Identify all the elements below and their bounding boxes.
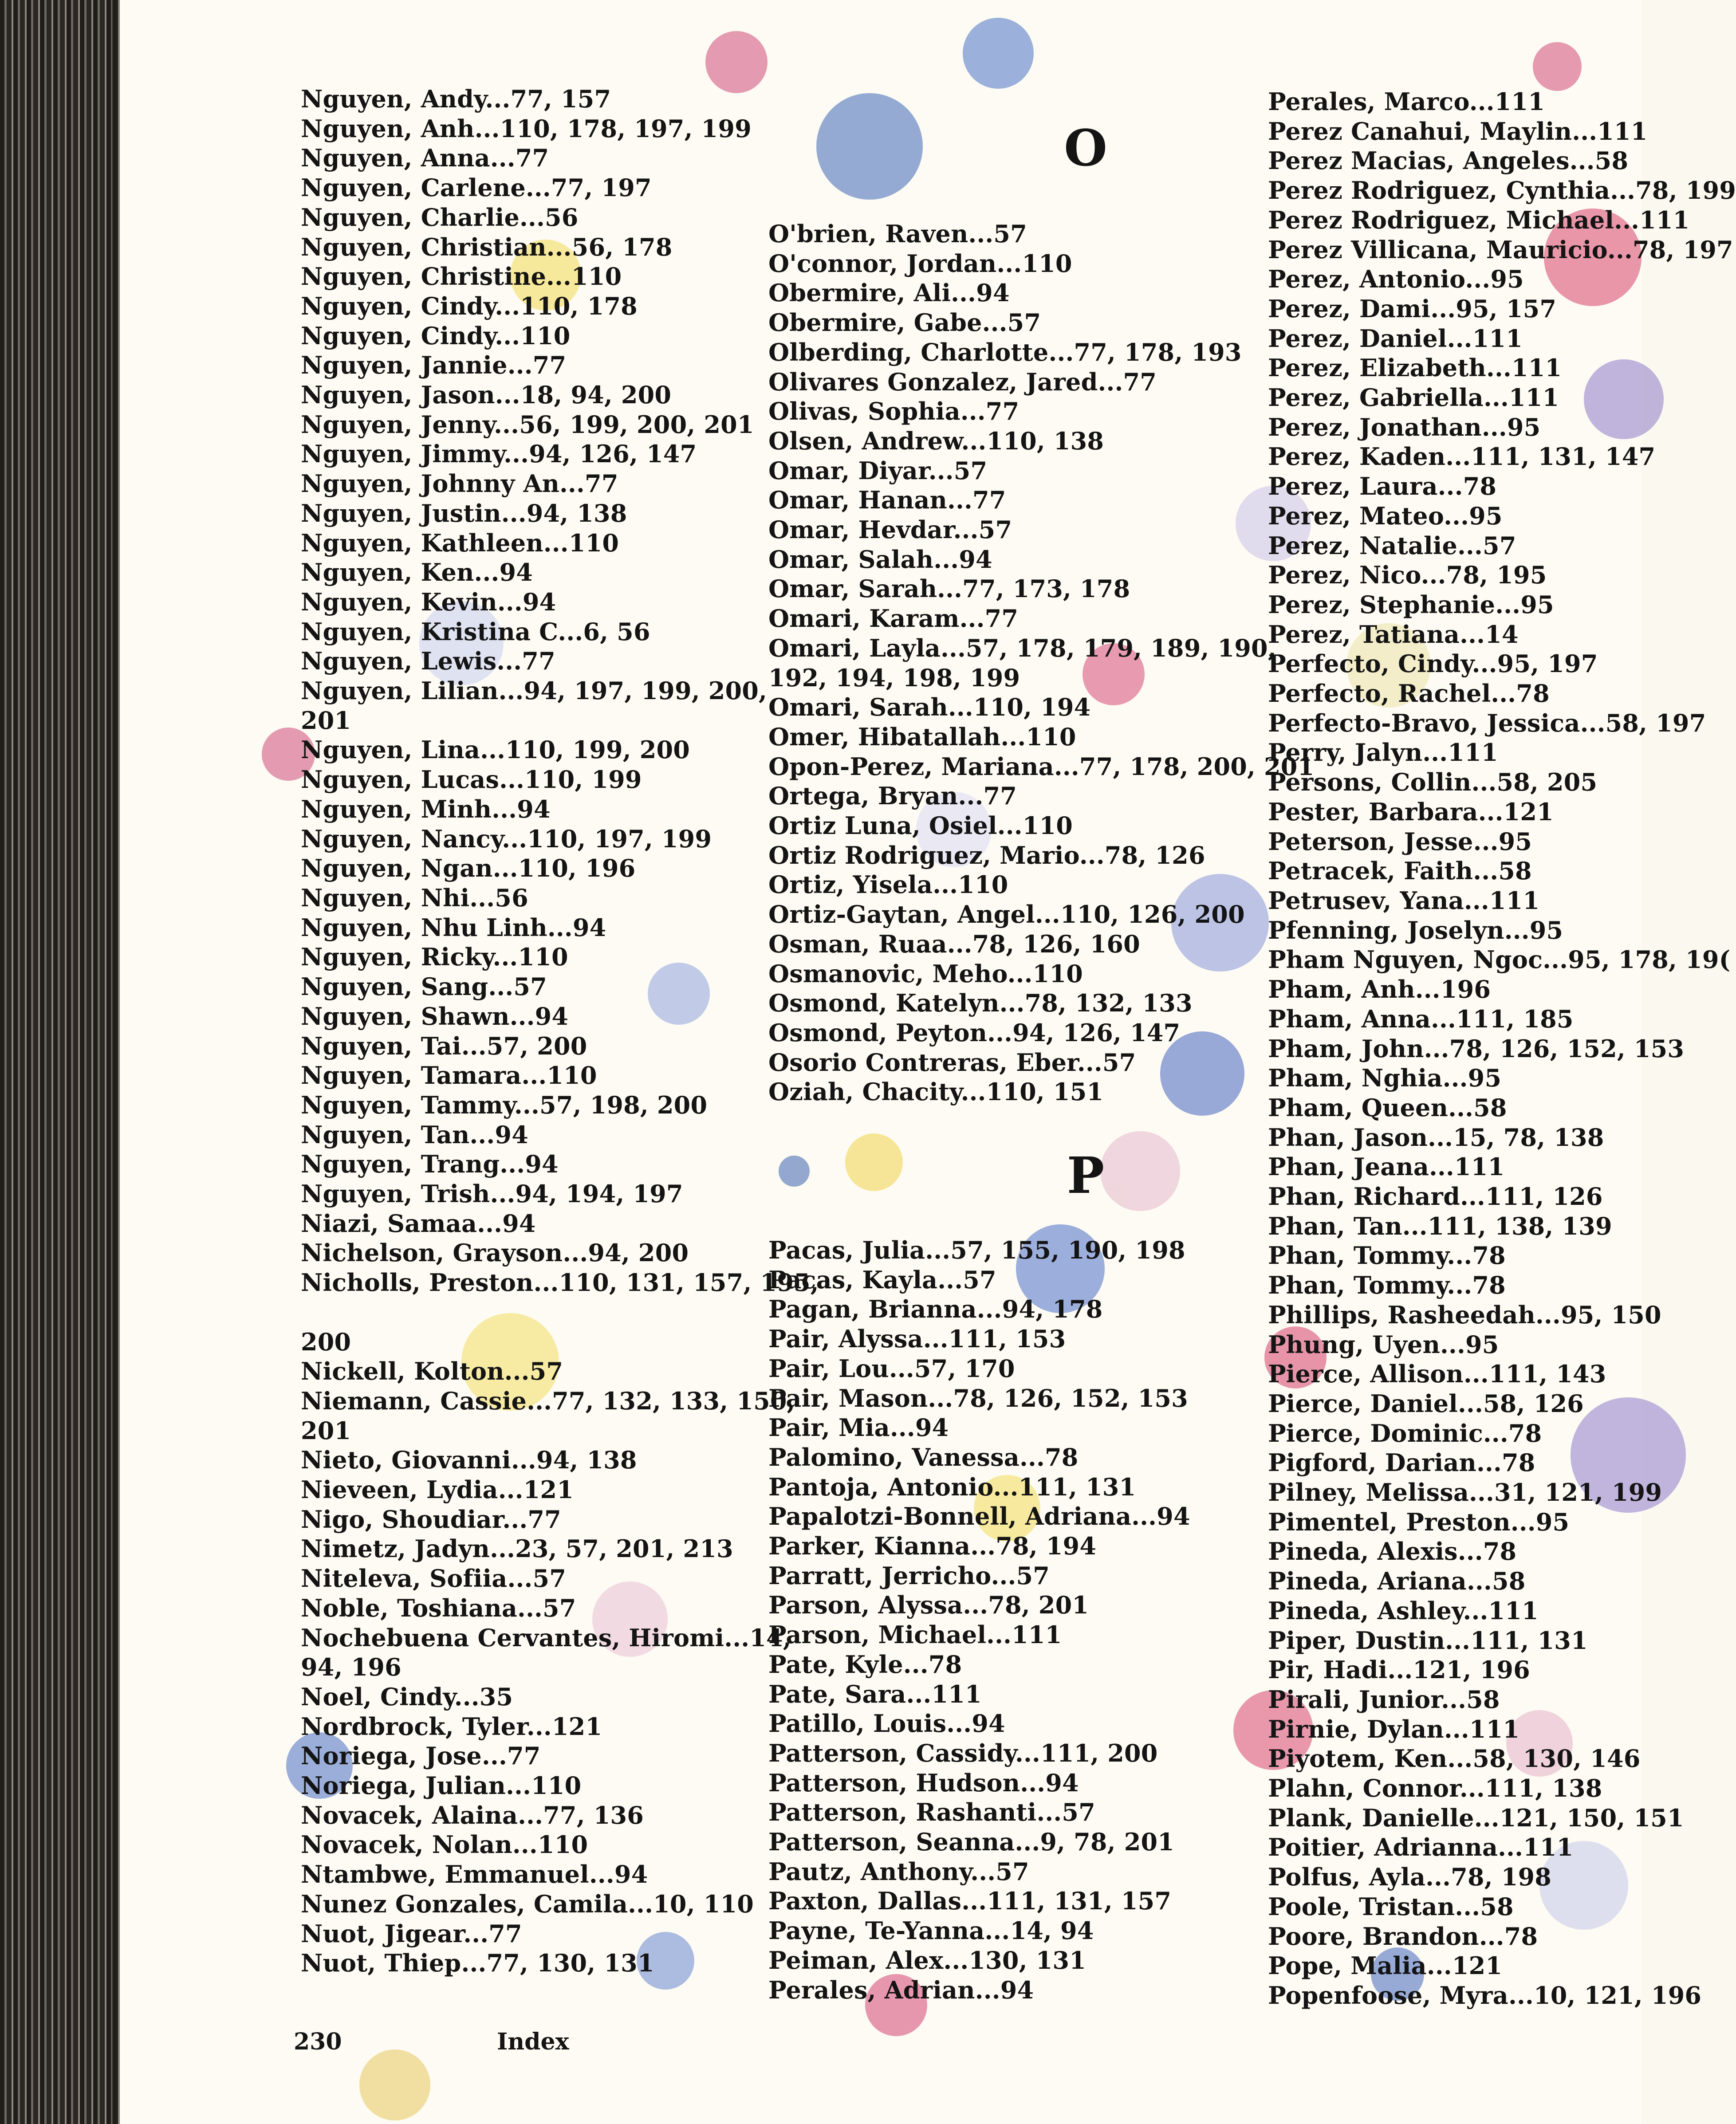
index-entry: Pham, Queen...58 xyxy=(1268,1093,1507,1122)
section-letter-p: P xyxy=(1067,1147,1105,1205)
index-entry: Phan, Richard...111, 126 xyxy=(1268,1182,1603,1211)
index-entry: Niemann, Cassie...77, 132, 133, 150, xyxy=(301,1386,795,1415)
index-entry: Pantoja, Antonio...111, 131 xyxy=(768,1472,1136,1501)
index-entry: Niazi, Samaa...94 xyxy=(301,1209,536,1238)
index-entry: Pate, Sara...111 xyxy=(768,1680,982,1708)
index-entry: Nguyen, Trish...94, 194, 197 xyxy=(301,1180,683,1208)
index-entry: Parratt, Jerricho...57 xyxy=(768,1561,1050,1590)
index-entry: Nguyen, Tan...94 xyxy=(301,1120,528,1149)
index-entry: Patterson, Seanna...9, 78, 201 xyxy=(768,1828,1175,1857)
index-entry: Piper, Dustin...111, 131 xyxy=(1268,1626,1588,1655)
index-entry: Pair, Mia...94 xyxy=(768,1413,949,1442)
index-entry: Nguyen, Cindy...110, 178 xyxy=(301,291,638,320)
index-entry: Nguyen, Shawn...94 xyxy=(301,1002,569,1031)
index-entry: Nguyen, Tai...57, 200 xyxy=(301,1031,587,1060)
index-entry: Noriega, Jose...77 xyxy=(301,1742,541,1770)
index-entry: Nguyen, Jimmy...94, 126, 147 xyxy=(301,440,697,468)
index-entry: Pilney, Melissa...31, 121, 199 xyxy=(1268,1478,1662,1507)
index-entry: Plahn, Connor...111, 138 xyxy=(1268,1774,1602,1803)
index-entry: Olivares Gonzalez, Jared...77 xyxy=(768,367,1157,396)
index-entry: Parson, Michael...111 xyxy=(768,1621,1062,1649)
index-entry: Paxton, Dallas...111, 131, 157 xyxy=(768,1887,1172,1916)
index-entry: Osorio Contreras, Eber...57 xyxy=(768,1048,1136,1077)
index-entry: Nguyen, Cindy...110 xyxy=(301,321,571,350)
index-entry: Osmond, Katelyn...78, 132, 133 xyxy=(768,989,1193,1018)
index-entry: Omari, Layla...57, 178, 179, 189, 190, xyxy=(768,633,1276,662)
index-entry: Pham, Anh...196 xyxy=(1268,975,1491,1004)
index-entry: Pope, Malia...121 xyxy=(1268,1951,1503,1980)
index-list-p xyxy=(768,1235,1261,2005)
index-entry: Perez, Dami...95, 157 xyxy=(1268,294,1557,323)
index-entry: Perez, Kaden...111, 131, 147 xyxy=(1268,442,1656,471)
index-entry: Pierce, Allison...111, 143 xyxy=(1268,1360,1606,1388)
index-entry: Osmanovic, Meho...110 xyxy=(768,959,1083,988)
index-entry: Pir, Hadi...121, 196 xyxy=(1268,1656,1530,1684)
index-entry: Perez, Antonio...95 xyxy=(1268,265,1524,294)
index-entry: Nicholls, Preston...110, 131, 157, 195, xyxy=(301,1268,819,1297)
index-entry: Obermire, Ali...94 xyxy=(768,279,1010,307)
index-entry: Pagan, Brianna...94, 178 xyxy=(768,1295,1103,1324)
index-column-3 xyxy=(1268,87,1736,2010)
index-entry: Persons, Collin...58, 205 xyxy=(1268,768,1598,797)
index-entry: Perez Canahui, Maylin...111 xyxy=(1268,117,1648,146)
index-entry: Nguyen, Tamara...110 xyxy=(301,1061,597,1090)
index-entry: Phan, Jeana...111 xyxy=(1268,1152,1505,1181)
index-entry: Perez, Gabriella...111 xyxy=(1268,383,1559,412)
index-entry-continuation: 94, 196 xyxy=(301,1653,402,1682)
index-entry: Ortega, Bryan...77 xyxy=(768,782,1017,810)
index-entry: Perez, Natalie...57 xyxy=(1268,531,1516,560)
index-column-1 xyxy=(301,84,819,1978)
index-entry: Perfecto, Cindy...95, 197 xyxy=(1268,649,1598,678)
index-entry: Nguyen, Lewis...77 xyxy=(301,647,555,676)
index-entry: Ntambwe, Emmanuel...94 xyxy=(301,1860,648,1889)
index-entry: Omar, Salah...94 xyxy=(768,545,992,574)
index-entry: Plank, Danielle...121, 150, 151 xyxy=(1268,1803,1684,1832)
index-entry: Perales, Adrian...94 xyxy=(768,1975,1034,2004)
index-entry: Nguyen, Sang...57 xyxy=(301,972,547,1001)
index-entry: Nimetz, Jadyn...23, 57, 201, 213 xyxy=(301,1534,733,1563)
index-entry: Pirali, Junior...58 xyxy=(1268,1685,1500,1714)
index-entry: Obermire, Gabe...57 xyxy=(768,308,1041,337)
index-entry: Pimentel, Preston...95 xyxy=(1268,1507,1570,1536)
index-entry: Pigford, Darian...78 xyxy=(1268,1448,1535,1477)
index-entry: Perez, Tatiana...14 xyxy=(1268,620,1519,649)
index-entry: Omar, Sarah...77, 173, 178 xyxy=(768,574,1130,603)
index-entry: Nguyen, Christian...56, 178 xyxy=(301,232,673,261)
index-entry: Olberding, Charlotte...77, 178, 193 xyxy=(768,338,1242,366)
index-entry: Pate, Kyle...78 xyxy=(768,1650,962,1679)
index-entry: Pham, John...78, 126, 152, 153 xyxy=(1268,1034,1685,1063)
index-entry: Nguyen, Kristina C...6, 56 xyxy=(301,617,650,646)
index-entry: Pirnie, Dylan...111 xyxy=(1268,1715,1520,1743)
index-entry: Nguyen, Lucas...110, 199 xyxy=(301,765,642,794)
index-entry: Omer, Hibatallah...110 xyxy=(768,722,1076,751)
index-entry: Patterson, Rashanti...57 xyxy=(768,1798,1095,1827)
index-entry: Perez Macias, Angeles...58 xyxy=(1268,146,1629,175)
index-entry: Nuot, Thiep...77, 130, 131 xyxy=(301,1949,654,1978)
index-entry: Nguyen, Minh...94 xyxy=(301,795,551,823)
index-entry: Nguyen, Nhu Linh...94 xyxy=(301,913,606,942)
index-entry: Noble, Toshiana...57 xyxy=(301,1593,576,1622)
index-entry: Perfecto-Bravo, Jessica...58, 197 xyxy=(1268,708,1706,737)
index-entry: Phung, Uyen...95 xyxy=(1268,1330,1499,1359)
index-entry: Nigo, Shoudiar...77 xyxy=(301,1505,561,1534)
index-entry: Nguyen, Charlie...56 xyxy=(301,203,579,232)
index-entry: Nguyen, Kathleen...110 xyxy=(301,528,619,557)
index-entry: Nguyen, Lina...110, 199, 200 xyxy=(301,736,690,764)
index-entry: Nunez Gonzales, Camila...10, 110 xyxy=(301,1889,754,1918)
index-entry: Patterson, Hudson...94 xyxy=(768,1768,1079,1797)
index-entry: Nochebuena Cervantes, Hiromi...14, xyxy=(301,1623,791,1652)
index-entry: Pair, Mason...78, 126, 152, 153 xyxy=(768,1384,1188,1412)
index-entry: Nguyen, Tammy...57, 198, 200 xyxy=(301,1090,708,1119)
index-entry: Parker, Kianna...78, 194 xyxy=(768,1532,1097,1561)
index-entry: Omar, Hanan...77 xyxy=(768,486,1006,515)
index-entry: Noriega, Julian...110 xyxy=(301,1771,582,1800)
index-entry: Popenfoose, Myra...10, 121, 196 xyxy=(1268,1981,1702,2010)
index-entry: Phan, Tan...111, 138, 139 xyxy=(1268,1211,1612,1240)
index-entry: Perez, Mateo...95 xyxy=(1268,501,1503,530)
index-entry: Oziah, Chacity...110, 151 xyxy=(768,1078,1104,1106)
index-entry: Osmond, Peyton...94, 126, 147 xyxy=(768,1018,1181,1047)
index-entry: Olivas, Sophia...77 xyxy=(768,397,1020,426)
section-letter-o: O xyxy=(1064,119,1107,177)
index-entry: Petracek, Faith...58 xyxy=(1268,857,1532,885)
blank-line xyxy=(301,1298,762,1327)
index-entry: Nguyen, Justin...94, 138 xyxy=(301,499,627,527)
index-entry: Palomino, Vanessa...78 xyxy=(768,1443,1079,1471)
index-entry: Nguyen, Ken...94 xyxy=(301,558,533,587)
index-entry-continuation: 200 xyxy=(301,1327,351,1356)
index-entry: Peiman, Alex...130, 131 xyxy=(768,1946,1086,1975)
index-entry: Nguyen, Jason...18, 94, 200 xyxy=(301,381,672,409)
index-entry: Nichelson, Grayson...94, 200 xyxy=(301,1239,689,1267)
index-entry: Pham Nguyen, Ngoc...95, 178, 19( xyxy=(1268,945,1731,974)
index-entry: Pierce, Daniel...58, 126 xyxy=(1268,1389,1584,1418)
index-entry: Novacek, Nolan...110 xyxy=(301,1830,588,1859)
index-entry: Polfus, Ayla...78, 198 xyxy=(1268,1863,1552,1892)
index-entry: Poitier, Adrianna...111 xyxy=(1268,1833,1574,1862)
index-entry: Nguyen, Trang...94 xyxy=(301,1150,559,1179)
index-entry: Omar, Hevdar...57 xyxy=(768,515,1012,544)
index-entry: Perfecto, Rachel...78 xyxy=(1268,679,1550,708)
index-entry: Nguyen, Nancy...110, 197, 199 xyxy=(301,824,712,853)
index-entry: O'connor, Jordan...110 xyxy=(768,249,1072,278)
index-entry: Omari, Sarah...110, 194 xyxy=(768,693,1091,722)
index-entry: Niteleva, Sofiia...57 xyxy=(301,1564,567,1593)
index-entry: Perez, Nico...78, 195 xyxy=(1268,561,1547,590)
index-entry: Piyotem, Ken...58, 130, 146 xyxy=(1268,1744,1641,1773)
index-entry: Perez Rodriguez, Cynthia...78, 199 xyxy=(1268,176,1736,205)
index-entry: Pacas, Kayla...57 xyxy=(768,1265,996,1294)
index-entry: Osman, Ruaa...78, 126, 160 xyxy=(768,929,1140,958)
index-entry: Opon-Perez, Mariana...77, 178, 200, 201 xyxy=(768,752,1315,781)
index-entry: Nguyen, Andy...77, 157 xyxy=(301,85,611,113)
index-entry: Ortiz-Gaytan, Angel...110, 126, 200 xyxy=(768,900,1245,929)
index-entry: Omar, Diyar...57 xyxy=(768,456,988,485)
index-entry: Ortiz Luna, Osiel...110 xyxy=(768,811,1073,840)
index-entry-continuation: 192, 194, 198, 199 xyxy=(768,663,1020,692)
index-entry: Perez Rodriguez, Michael...111 xyxy=(1268,205,1690,234)
index-entry: Omari, Karam...77 xyxy=(768,604,1019,633)
index-entry: Pester, Barbara...121 xyxy=(1268,797,1554,826)
index-entry: Noel, Cindy...35 xyxy=(301,1682,513,1711)
index-entry: Nguyen, Kevin...94 xyxy=(301,587,556,616)
index-entry-continuation: 201 xyxy=(301,706,351,735)
index-entry: Perez, Jonathan...95 xyxy=(1268,413,1541,441)
index-entry: Perez, Elizabeth...111 xyxy=(1268,354,1562,382)
index-entry: Nguyen, Nhi...56 xyxy=(301,883,528,912)
section-title: Index xyxy=(497,2028,569,2055)
page-number: 230 xyxy=(294,2028,342,2055)
index-entry: Phillips, Rasheedah...95, 150 xyxy=(1268,1300,1661,1329)
index-entry: Novacek, Alaina...77, 136 xyxy=(301,1801,644,1829)
index-entry: Peterson, Jesse...95 xyxy=(1268,827,1532,856)
index-entry: Pfenning, Joselyn...95 xyxy=(1268,916,1563,944)
index-entry: Pham, Nghia...95 xyxy=(1268,1064,1502,1093)
index-entry: Payne, Te-Yanna...14, 94 xyxy=(768,1916,1094,1945)
index-entry: Nguyen, Anh...110, 178, 197, 199 xyxy=(301,114,752,143)
index-entry: Poole, Tristan...58 xyxy=(1268,1892,1514,1921)
index-entry: Nguyen, Ricky...110 xyxy=(301,943,568,972)
index-entry: Phan, Jason...15, 78, 138 xyxy=(1268,1123,1604,1152)
index-entry: Nguyen, Ngan...110, 196 xyxy=(301,854,636,883)
index-entry-continuation: 201 xyxy=(301,1416,351,1445)
index-entry: Pham, Anna...111, 185 xyxy=(1268,1004,1574,1033)
book-page-edges xyxy=(0,0,120,2124)
index-entry: Nguyen, Johnny An...77 xyxy=(301,469,618,498)
index-entry: Ortiz, Yisela...110 xyxy=(768,870,1008,899)
index-entry: Nordbrock, Tyler...121 xyxy=(301,1712,602,1741)
index-entry: Ortiz Rodriguez, Mario...78, 126 xyxy=(768,841,1205,869)
index-entry: Perez, Laura...78 xyxy=(1268,472,1497,501)
index-entry: Patillo, Louis...94 xyxy=(768,1709,1005,1738)
index-entry: Nguyen, Jannie...77 xyxy=(301,351,567,380)
index-entry: Pautz, Anthony...57 xyxy=(768,1857,1029,1886)
index-entry: Perez, Daniel...111 xyxy=(1268,324,1523,353)
index-entry: Nickell, Kolton...57 xyxy=(301,1357,563,1386)
index-page xyxy=(120,0,1736,2124)
index-entry: Nguyen, Carlene...77, 197 xyxy=(301,173,652,202)
index-entry: Pacas, Julia...57, 155, 190, 198 xyxy=(768,1236,1185,1264)
index-entry: Nieto, Giovanni...94, 138 xyxy=(301,1446,637,1475)
index-entry: Perez Villicana, Mauricio...78, 197 xyxy=(1268,235,1733,264)
index-entry: Olsen, Andrew...110, 138 xyxy=(768,426,1104,455)
index-entry: Nguyen, Christine...110 xyxy=(301,262,622,291)
index-entry: O'brien, Raven...57 xyxy=(768,220,1027,248)
index-entry: Nguyen, Anna...77 xyxy=(301,144,549,173)
index-entry: Pineda, Ashley...111 xyxy=(1268,1596,1539,1625)
index-entry: Nieveen, Lydia...121 xyxy=(301,1475,574,1504)
index-entry: Perry, Jalyn...111 xyxy=(1268,738,1498,767)
index-entry: Nguyen, Jenny...56, 199, 200, 201 xyxy=(301,410,754,439)
index-entry: Pair, Alyssa...111, 153 xyxy=(768,1325,1066,1353)
index-entry: Pair, Lou...57, 170 xyxy=(768,1354,1015,1383)
index-entry: Parson, Alyssa...78, 201 xyxy=(768,1591,1089,1620)
index-entry: Pineda, Ariana...58 xyxy=(1268,1567,1526,1596)
index-entry: Nuot, Jigear...77 xyxy=(301,1919,522,1948)
index-list-o xyxy=(768,219,1315,1107)
index-entry: Pierce, Dominic...78 xyxy=(1268,1419,1542,1447)
index-entry: Patterson, Cassidy...111, 200 xyxy=(768,1739,1158,1767)
index-entry: Pineda, Alexis...78 xyxy=(1268,1537,1517,1566)
index-entry: Phan, Tommy...78 xyxy=(1268,1241,1506,1270)
index-entry: Perez, Stephanie...95 xyxy=(1268,590,1554,619)
index-entry: Nguyen, Lilian...94, 197, 199, 200, xyxy=(301,677,768,705)
index-entry: Phan, Tommy...78 xyxy=(1268,1271,1506,1300)
index-entry: Papalotzi-Bonnell, Adriana...94 xyxy=(768,1502,1190,1531)
index-entry: Petrusev, Yana...111 xyxy=(1268,886,1540,915)
index-entry: Perales, Marco...111 xyxy=(1268,87,1545,116)
index-entry: Poore, Brandon...78 xyxy=(1268,1922,1538,1951)
